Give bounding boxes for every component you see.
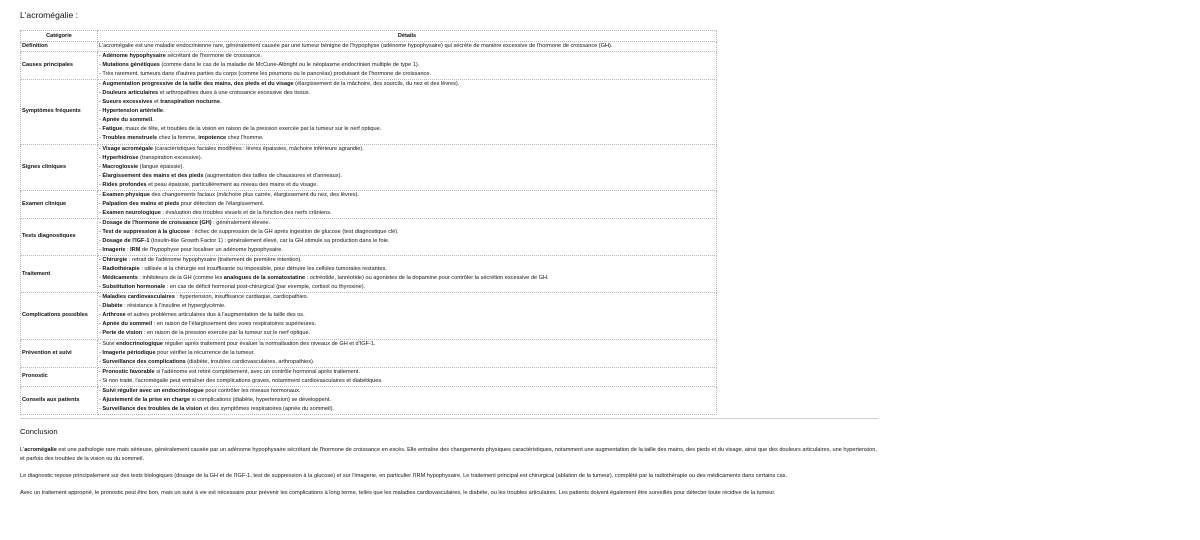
- text-segment: : évaluation des troubles visuels et de la fonction des nerfs crâniens.: [160, 209, 332, 216]
- bold-text: Substitution hormonale: [102, 284, 166, 291]
- bold-text: Médicaments: [102, 275, 138, 282]
- text-segment: -: [99, 312, 103, 319]
- detail-line: [99, 42, 715, 51]
- table-row: [21, 144, 717, 190]
- text-segment: -: [99, 90, 103, 97]
- table-row: [21, 293, 717, 339]
- bold-text: Hyperhidrose: [102, 154, 139, 161]
- detail-line: [99, 209, 715, 218]
- text-segment: sécrétant de l'hormone de croissance.: [165, 53, 262, 60]
- text-segment: -: [99, 163, 103, 170]
- table-header-row: [21, 31, 717, 42]
- table-row: [21, 52, 717, 80]
- text-segment: - Très rarement, tumeurs dans d'autres parties du corps (comme les poumons ou le pancréas) produisant de l'hormone de croissance.: [99, 71, 432, 78]
- detail-line: [99, 265, 715, 274]
- row-details: [98, 386, 717, 414]
- text-segment: -: [99, 294, 103, 301]
- table-row: [21, 386, 717, 414]
- text-segment: -: [99, 368, 103, 375]
- text-segment: -: [99, 321, 103, 328]
- text-segment: -: [99, 237, 103, 244]
- bold-text: Surveillance des complications: [102, 358, 186, 365]
- conclusion-paragraph: [20, 472, 878, 481]
- bold-text: IRM: [130, 247, 141, 254]
- text-segment: (Insulin-like Growth Factor 1) : généralement élevé, car la GH stimule sa production dans le foie.: [149, 237, 390, 244]
- text-segment: régulier après traitement pour évaluer la normalisation des niveaux de GH et d'IGF-1.: [163, 340, 376, 347]
- text-segment: -: [99, 247, 103, 254]
- detail-line: [99, 349, 715, 358]
- text-segment: et arthropathies dues à une croissance excessive des tissus.: [158, 90, 311, 97]
- text-segment: : retrait de l'adénome hypophysaire (traitement de première intention).: [127, 257, 302, 264]
- detail-line: [99, 172, 715, 181]
- text-segment: si l'adénome est retiré complètement, avec un contrôle hormonal après traitement.: [154, 368, 360, 375]
- conclusion-heading: Conclusion: [20, 426, 58, 436]
- detail-line: [99, 340, 715, 349]
- header-details: Détails: [98, 31, 717, 42]
- detail-line: [99, 145, 715, 154]
- text-segment: -: [99, 396, 103, 403]
- row-details: [98, 339, 717, 367]
- document: [20, 10, 878, 506]
- detail-line: [99, 200, 715, 209]
- text-segment: : octréotide, lanréotide) ou agonistes de la dopamine pour contrôler la sécrétion excessive de GH.: [305, 275, 549, 282]
- text-segment: : généralement élevée.: [211, 219, 271, 226]
- detail-line: [99, 52, 715, 61]
- text-segment: -: [99, 228, 103, 235]
- text-segment: pour contrôler les niveaux hormonaux.: [203, 387, 301, 394]
- bold-text: Dosage de l'IGF-1: [102, 237, 150, 244]
- row-details: [98, 144, 717, 190]
- bold-text: endocrinologique: [116, 340, 164, 347]
- text-segment: .: [163, 108, 165, 115]
- text-segment: : échec de suppression de la GH après ingestion de glucose (test diagnostique clé).: [189, 228, 399, 235]
- bold-text: Élargissement des mains et des pieds: [102, 172, 204, 179]
- bold-text: Perte de vision: [102, 330, 143, 337]
- row-category: Pronostic: [21, 367, 98, 386]
- bold-text: Examen neurologique: [102, 209, 161, 216]
- text-segment: -: [99, 126, 103, 133]
- bold-text: Troubles menstruels: [102, 135, 158, 142]
- bold-text: Macroglossie: [102, 163, 139, 170]
- detail-line: [99, 89, 715, 98]
- detail-line: [99, 125, 715, 134]
- bold-text: Augmentation progressive de la taille des mains, des pieds et du visage: [102, 81, 294, 88]
- row-details: [98, 190, 717, 218]
- document-title: L'acromégalie :: [20, 10, 79, 20]
- text-segment: Avec un traitement approprié, le pronostic peut être bon, mais un suivi à vie est nécessaire pour prévenir les complications à long terme, telles que les maladies cardiovasculaires, le diabète, ou les troubles articulaires. Les patients doivent également être surveillés pour détecter toute récidive de la tumeur.: [20, 489, 776, 496]
- text-segment: -: [99, 358, 103, 365]
- table-row: [21, 218, 717, 255]
- text-segment: : résistance à l'insuline et hyperglycémie.: [122, 303, 226, 310]
- bold-text: Mutations génétiques: [102, 62, 160, 69]
- text-segment: : en cas de déficit hormonal post-chirurgical (par exemple, cortisol ou thyroxine).: [165, 284, 366, 291]
- text-segment: -: [99, 200, 103, 207]
- detail-line: [99, 358, 715, 367]
- header-category: Catégorie: [21, 31, 98, 42]
- row-category: Tests diagnostiques: [21, 218, 98, 255]
- row-details: [98, 80, 717, 144]
- text-segment: -: [99, 209, 103, 216]
- text-segment: Le diagnostic repose principalement sur des tests biologiques (dosage de la GH et de l'IGF-1, test de suppression à la glucose) et sur l'imagerie, en particulier l'IRM hypophysaire. Le traitement principal est chirurgical (ablation de la tumeur), complété par la radiothérapie ou des médicaments dans certains cas.: [20, 472, 788, 479]
- detail-line: [99, 396, 715, 405]
- text-segment: -: [99, 81, 103, 88]
- detail-line: [99, 191, 715, 200]
- text-segment: (langue épaissie).: [138, 163, 184, 170]
- text-segment: -: [99, 275, 103, 282]
- text-segment: (élargissement de la mâchoire, des sourcils, du nez et des lèvres).: [293, 81, 460, 88]
- detail-line: [99, 387, 715, 396]
- bold-text: Adénome hypophysaire: [102, 53, 166, 60]
- detail-line: [99, 163, 715, 172]
- conclusion-body: [20, 446, 878, 498]
- text-segment: : hypertension, insuffisance cardiaque, cardiopathies.: [174, 294, 309, 301]
- detail-line: [99, 329, 715, 338]
- text-segment: (transpiration excessive).: [138, 154, 203, 161]
- detail-line: [99, 405, 715, 414]
- bold-text: Diabète: [102, 303, 123, 310]
- detail-line: [99, 302, 715, 311]
- table-row: [21, 256, 717, 293]
- bold-text: Apnée du sommeil: [102, 321, 153, 328]
- table-row: [21, 339, 717, 367]
- bold-text: Suivi régulier avec un endocrinologue: [102, 387, 204, 394]
- text-segment: -: [99, 172, 103, 179]
- text-segment: -: [99, 219, 103, 226]
- detail-line: [99, 70, 715, 79]
- text-segment: -: [99, 349, 103, 356]
- detail-line: [99, 274, 715, 283]
- text-segment: L': [20, 446, 25, 453]
- conclusion-paragraph: [20, 446, 878, 464]
- text-segment: (caractéristiques faciales modifiées : lèvres épaissies, mâchoire inférieure agrandie).: [153, 145, 364, 152]
- bold-text: Apnée du sommeil: [102, 117, 153, 124]
- text-segment: : en raison de la pression exercée par la tumeur sur le nerf optique.: [142, 330, 311, 337]
- text-segment: -: [99, 303, 103, 310]
- table-row: [21, 190, 717, 218]
- text-segment: -: [99, 284, 103, 291]
- bold-text: Maladies cardiovasculaires: [102, 294, 175, 301]
- bold-text: Ajustement de la prise en charge: [102, 396, 191, 403]
- text-segment: pour détection de l'élargissement.: [179, 200, 265, 207]
- bold-text: Imagerie: [102, 247, 126, 254]
- row-details: [98, 42, 717, 52]
- detail-line: [99, 377, 715, 386]
- text-segment: -: [99, 257, 103, 264]
- text-segment: -: [99, 387, 103, 394]
- text-segment: : inhibiteurs de la GH (comme les: [137, 275, 224, 282]
- bold-text: Visage acromégale: [102, 145, 154, 152]
- bold-text: Radiothérapie: [102, 266, 140, 273]
- bold-text: Imagerie périodique: [102, 349, 156, 356]
- detail-line: [99, 256, 715, 265]
- table-row: [21, 367, 717, 386]
- text-segment: -: [99, 145, 103, 152]
- bold-text: analogues de la somatostatine: [223, 275, 306, 282]
- bold-text: acromégalie: [24, 446, 57, 453]
- bold-text: Examen physique: [102, 191, 150, 198]
- text-segment: - Suivi: [99, 340, 117, 347]
- detail-line: [99, 293, 715, 302]
- row-category: Symptômes fréquents: [21, 80, 98, 144]
- text-segment: .: [152, 117, 154, 124]
- text-segment: chez l'homme.: [226, 135, 264, 142]
- detail-line: [99, 311, 715, 320]
- bold-text: Sueurs excessives: [102, 99, 153, 106]
- text-segment: , maux de tête, et troubles de la vision en raison de la pression exercée par la tumeur sur le nerf optique.: [122, 126, 382, 133]
- text-segment: -: [99, 99, 103, 106]
- text-segment: et des symptômes respiratoires (apnée du sommeil).: [202, 405, 335, 412]
- text-segment: si complications (diabète, hypertension) se développent.: [190, 396, 331, 403]
- bold-text: Douleurs articulaires: [102, 90, 159, 97]
- text-segment: chez la femme,: [157, 135, 199, 142]
- bold-text: Surveillance des troubles de la vision: [102, 405, 203, 412]
- bold-text: Palpation des mains et pieds: [102, 200, 180, 207]
- detail-line: [99, 368, 715, 377]
- text-segment: (comme dans le cas de la maladie de McCune-Albright ou le néoplasme endocrinien multiple de type 1).: [159, 62, 420, 69]
- text-segment: :: [125, 247, 131, 254]
- detail-line: [99, 237, 715, 246]
- text-segment: de l'hypophyse pour localiser un adénome hypophysaire.: [140, 247, 283, 254]
- text-segment: est une pathologie rare mais sérieuse, généralement causée par un adénome hypophysaire sécrétant de l'hormone de croissance en excès. Elle entraîne des changements physiques caractéristiques, notamment une augmentation de la taille des mains, des pieds et du visage, ainsi que des douleurs articulaires, une hypertension, et parfois des troubles de la vision ou du sommeil.: [20, 446, 877, 462]
- text-segment: (augmentation des tailles de chaussures et d'anneaux).: [203, 172, 342, 179]
- bold-text: Pronostic favorable: [102, 368, 155, 375]
- detail-line: [99, 98, 715, 107]
- row-category: Examen clinique: [21, 190, 98, 218]
- text-segment: -: [99, 117, 103, 124]
- detail-line: [99, 219, 715, 228]
- detail-line: [99, 154, 715, 163]
- row-details: [98, 256, 717, 293]
- row-details: [98, 52, 717, 80]
- table-row: [21, 42, 717, 52]
- bold-text: Fatigue: [102, 126, 123, 133]
- text-segment: et: [152, 99, 161, 106]
- text-segment: -: [99, 53, 103, 60]
- detail-line: [99, 246, 715, 255]
- text-segment: : utilisée si la chirurgie est insuffisante ou impossible, pour détruire les cellules tumorales restantes.: [139, 266, 387, 273]
- detail-line: [99, 134, 715, 143]
- row-category: Prévention et suivi: [21, 339, 98, 367]
- acromegaly-table: [20, 30, 717, 415]
- detail-line: [99, 228, 715, 237]
- row-category: Signes cliniques: [21, 144, 98, 190]
- bold-text: Hypertension artérielle: [102, 108, 164, 115]
- table-row: [21, 80, 717, 144]
- bold-text: Rides profondes: [102, 181, 147, 188]
- text-segment: -: [99, 154, 103, 161]
- text-segment: -: [99, 266, 103, 273]
- detail-line: [99, 107, 715, 116]
- detail-line: [99, 320, 715, 329]
- text-segment: pour vérifier la récurrence de la tumeur.: [155, 349, 255, 356]
- row-details: [98, 293, 717, 339]
- detail-line: [99, 116, 715, 125]
- detail-line: [99, 181, 715, 190]
- text-segment: : en raison de l'élargissement des voies respiratoires supérieures.: [152, 321, 317, 328]
- bold-text: Test de suppression à la glucose: [102, 228, 190, 235]
- detail-line: [99, 61, 715, 70]
- text-segment: et peau épaissie, particulièrement au niveau des mains et du visage.: [146, 181, 318, 188]
- text-segment: -: [99, 330, 103, 337]
- bold-text: impotence: [198, 135, 227, 142]
- row-category: Traitement: [21, 256, 98, 293]
- text-segment: L'acromégalie est une maladie endocrinienne rare, généralement causée par une tumeur bénigne de l'hypophyse (adénome hypophysaire) qui sécrète de manière excessive de l'hormone de croissance (GH).: [99, 43, 613, 49]
- text-segment: .: [219, 99, 222, 106]
- text-segment: - Si non traité, l'acromégalie peut entraîner des complications graves, notamment cardiovasculaires et diabétiques.: [99, 377, 383, 384]
- row-category: Conseils aux patients: [21, 386, 98, 414]
- section-divider: [20, 418, 878, 419]
- text-segment: des changements faciaux (mâchoire plus carrée, élargissement du nez, des lèvres).: [150, 191, 359, 198]
- row-category: Définition: [21, 42, 98, 52]
- table-body: [21, 42, 717, 415]
- bold-text: Dosage de l'hormone de croissance (GH): [102, 219, 212, 226]
- bold-text: Chirurgie: [102, 257, 128, 264]
- text-segment: -: [99, 191, 103, 198]
- row-details: [98, 367, 717, 386]
- detail-line: [99, 283, 715, 292]
- text-segment: -: [99, 62, 103, 69]
- row-details: [98, 218, 717, 255]
- bold-text: transpiration nocturne: [160, 99, 220, 106]
- detail-line: [99, 80, 715, 89]
- text-segment: -: [99, 108, 103, 115]
- text-segment: et autres problèmes articulaires dus à l'augmentation de la taille des os.: [125, 312, 305, 319]
- bold-text: Arthrose: [102, 312, 126, 319]
- text-segment: -: [99, 181, 103, 188]
- conclusion-paragraph: [20, 489, 878, 498]
- text-segment: -: [99, 135, 103, 142]
- text-segment: (diabète, troubles cardiovasculaires, arthropathies).: [185, 358, 315, 365]
- text-segment: -: [99, 405, 103, 412]
- row-category: Causes principales: [21, 52, 98, 80]
- row-category: Complications possibles: [21, 293, 98, 339]
